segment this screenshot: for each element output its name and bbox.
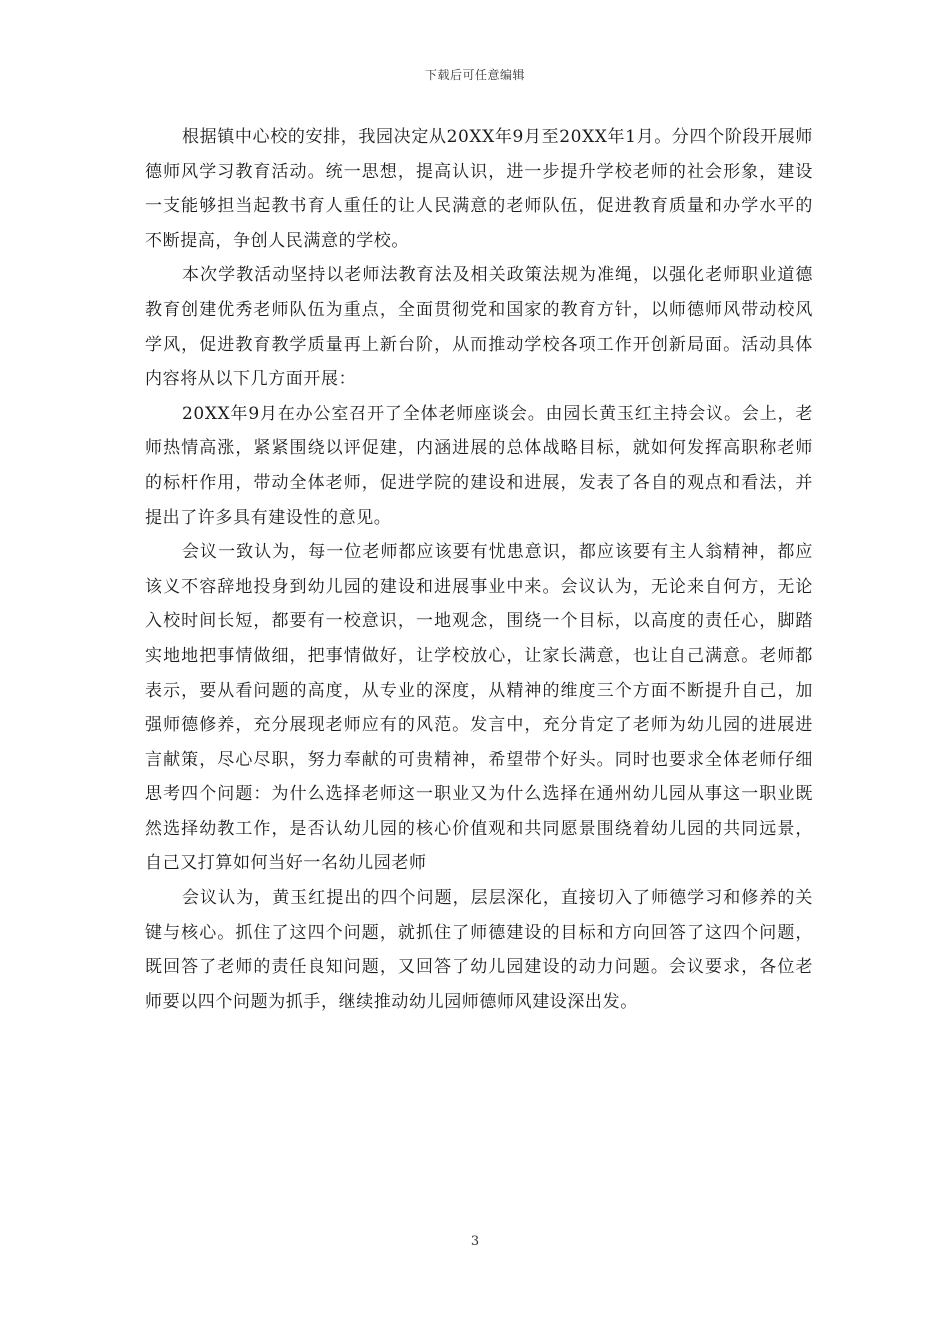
paragraph-5: 会议认为，黄玉红提出的四个问题，层层深化，直接切入了师德学习和修养的关键与核心。抓住了这四个问题，就抓住了师德建设的目标和方向回答了这四个问题，既回答了老师的责任良知问题，又回答了幼儿园建设的动力问题。会议要求，各位老师要以四个问题为抓手，继续推动幼儿园师德师风建设深出发。 xyxy=(145,888,813,1012)
page-number: 3 xyxy=(470,1234,480,1249)
document-body xyxy=(145,120,813,1019)
paragraph-4: 会议一致认为，每一位老师都应该要有忧患意识，都应该要有主人翁精神，都应该义不容辞地投身到幼儿园的建设和进展事业中来。会议认为，无论来自何方，无论入校时间长短，都要有一校意识，一地观念，围绕一个目标，以高度的责任心，脚踏实地地把事情做细，把事情做好，让学校放心，让家长满意，也让自己满意。老师都表示，要从看问题的高度，从专业的深度，从精神的维度三个方面不断提升自己，加强师德修养，充分展现老师应有的风范。发言中，充分肯定了老师为幼儿园的进展进言献策，尽心尽职，努力奉献的可贵精神，希望带个好头。同时也要求全体老师仔细思考四个问题：为什么选择老师这一职业又为什么选择在通州幼儿园从事这一职业既然选择幼教工作，是否认幼儿园的核心价值观和共同愿景围绕着幼儿园的共同远景，自己又打算如何当好一名幼儿园老师 xyxy=(145,542,813,874)
paragraph-2: 本次学教活动坚持以老师法教育法及相关政策法规为准绳，以强化老师职业道德教育创建优秀老师队伍为重点，全面贯彻党和国家的教育方针，以师德师风带动校风学风，促进教育教学质量再上新台阶，从而推动学校各项工作开创新局面。活动具体内容将从以下几方面开展： xyxy=(145,265,813,390)
paragraph-1: 根据镇中心校的安排，我园决定从20XX年9月至20XX年1月。分四个阶段开展师德师风学习教育活动。统一思想，提高认识，进一步提升学校老师的社会形象，建设一支能够担当起教书育人重任的让人民满意的老师队伍，促进教育质量和办学水平的不断提高，争创人民满意的学校。 xyxy=(145,127,813,251)
paragraph-3: 20XX年9月在办公室召开了全体老师座谈会。由园长黄玉红主持会议。会上，老师热情高涨，紧紧围绕以评促建，内涵进展的总体战略目标，就如何发挥高职称老师的标杆作用，带动全体老师，促进学院的建设和进展，发表了各自的观点和看法，并提出了许多具有建设性的意见。 xyxy=(145,403,813,528)
page-header: 下载后可任意编辑 xyxy=(424,68,525,82)
